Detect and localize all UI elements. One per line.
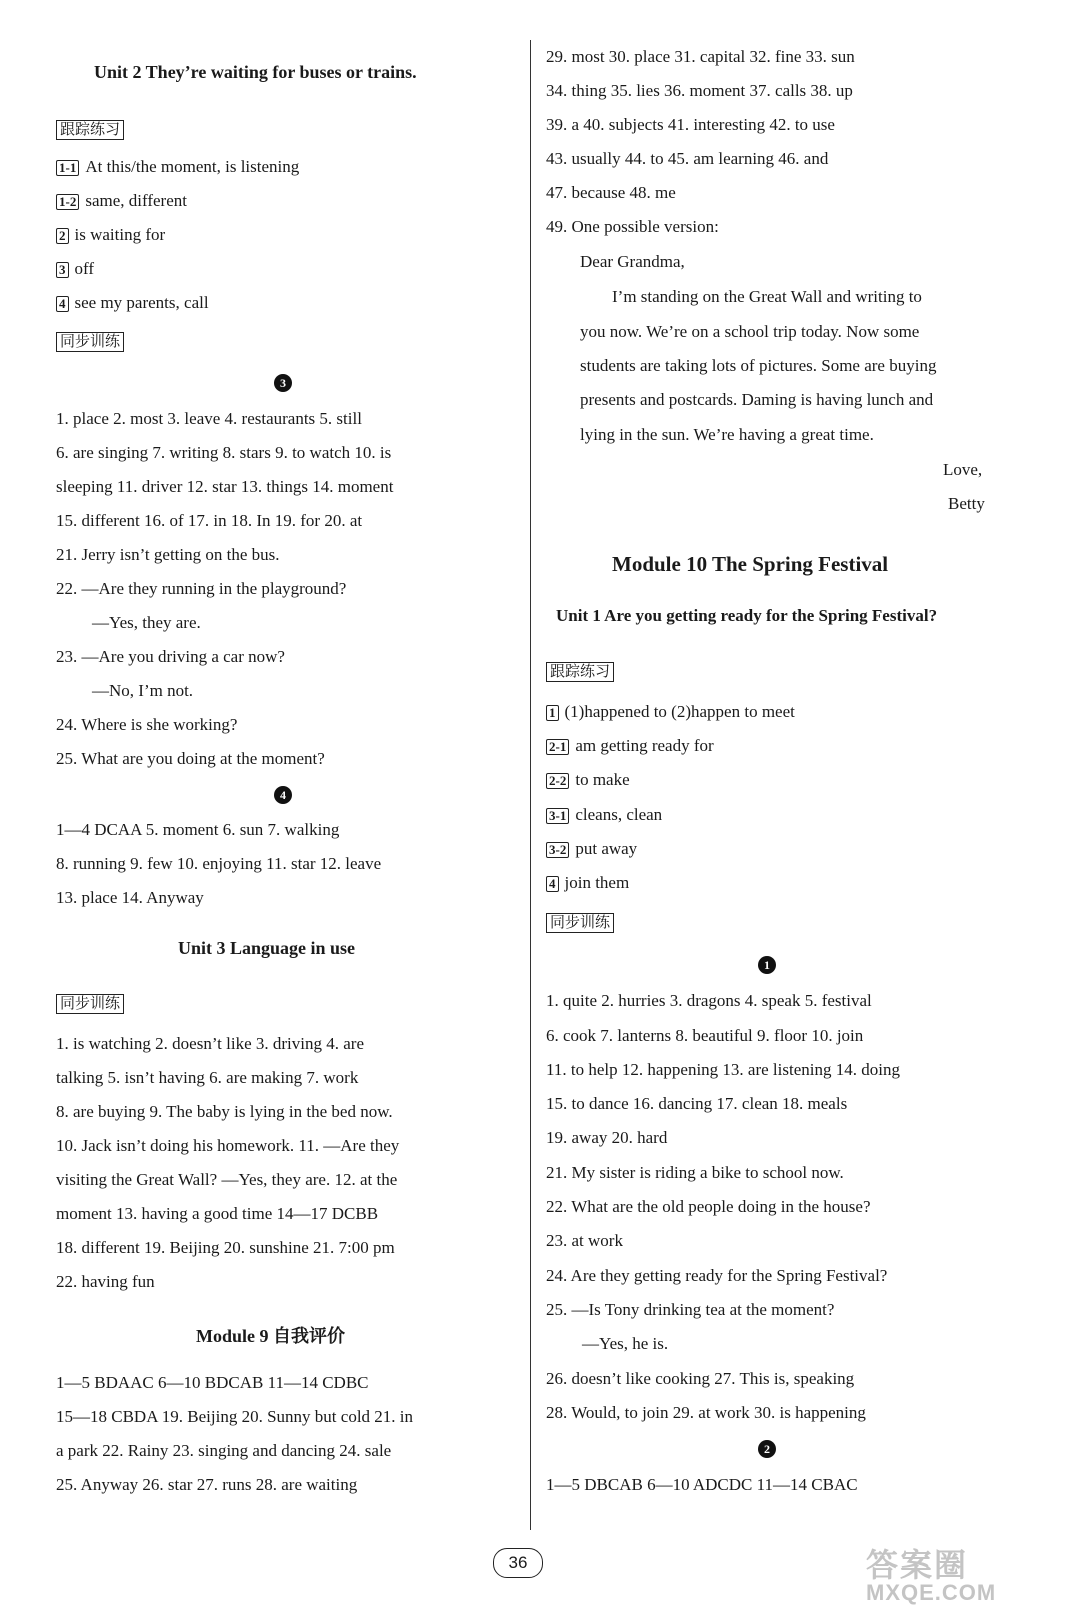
answer-line: —No, I’m not.: [92, 681, 194, 700]
letter-line: lying in the sun. We’re having a great time.: [580, 425, 874, 444]
track-item: 1-1 At this/the moment, is listening: [56, 157, 299, 177]
track-item: 3 off: [56, 259, 94, 279]
answer-line: visiting the Great Wall? —Yes, they are. 12. at the: [56, 1170, 398, 1189]
answer-line: talking 5. isn’t having 6. are making 7. work: [56, 1068, 359, 1087]
answer-line: 29. most 30. place 31. capital 32. fine 33. sun: [546, 47, 855, 66]
answer-line: 11. to help 12. happening 13. are listening 14. doing: [546, 1060, 900, 1079]
answer-line: —Yes, they are.: [92, 613, 201, 632]
answer-line: 21. My sister is riding a bike to school now.: [546, 1163, 844, 1182]
letter-closing: Love,: [943, 460, 983, 479]
answer-line: 8. running 9. few 10. enjoying 11. star 12. leave: [56, 854, 382, 873]
answer-line: 24. Are they getting ready for the Spring Festival?: [546, 1266, 888, 1285]
module10-title: Module 10 The Spring Festival: [612, 552, 889, 576]
answer-line: 19. away 20. hard: [546, 1128, 668, 1147]
track-item: 2 is waiting for: [56, 225, 165, 245]
answer-line: 1—5 DBCAB 6—10 ADCDC 11—14 CBAC: [546, 1475, 858, 1494]
track-item: 2-2 to make: [546, 770, 630, 790]
letter-line: I’m standing on the Great Wall and writing to: [612, 287, 922, 306]
answer-line: 10. Jack isn’t doing his homework. 11. —Are they: [56, 1136, 400, 1155]
unit1-title: Unit 1 Are you getting ready for the Spring Festival?: [556, 606, 938, 625]
answer-line: 15. different 16. of 17. in 18. In 19. for 20. at: [56, 511, 363, 530]
letter-line: students are taking lots of pictures. Some are buying: [580, 356, 937, 375]
answer-line: 23. at work: [546, 1231, 623, 1250]
watermark: [866, 1540, 996, 1606]
answer-line: 39. a 40. subjects 41. interesting 42. to use: [546, 115, 835, 134]
sync-training-label: 同步训练: [56, 994, 124, 1014]
answer-line: 28. Would, to join 29. at work 30. is happening: [546, 1403, 866, 1422]
track-item: 3-2 put away: [546, 839, 637, 859]
answer-line: 1. quite 2. hurries 3. dragons 4. speak 5. festival: [546, 991, 872, 1010]
unit2-title: Unit 2 They’re waiting for buses or trains.: [94, 62, 417, 82]
answer-line: moment 13. having a good time 14—17 DCBB: [56, 1204, 379, 1223]
answer-line: 26. doesn’t like cooking 27. This is, speaking: [546, 1369, 855, 1388]
answer-line: 8. are buying 9. The baby is lying in the bed now.: [56, 1102, 393, 1121]
answer-line: 21. Jerry isn’t getting on the bus.: [56, 545, 280, 564]
watermark-url: MXQE.COM: [866, 1580, 997, 1605]
track-practice-label: 跟踪练习: [546, 662, 614, 682]
answer-line: 15—18 CBDA 19. Beijing 20. Sunny but cold 21. in: [56, 1407, 414, 1426]
track-practice-label: 跟踪练习: [56, 120, 124, 140]
answer-line: 18. different 19. Beijing 20. sunshine 21. 7:00 pm: [56, 1238, 395, 1257]
section-circle-2: 2: [758, 1440, 776, 1458]
page-number: 36: [493, 1548, 543, 1578]
track-item: 4 see my parents, call: [56, 293, 209, 313]
sync-training-label: 同步训练: [546, 913, 614, 933]
answer-line: 49. One possible version:: [546, 217, 719, 236]
answer-line: 22. What are the old people doing in the house?: [546, 1197, 871, 1216]
answer-line: 22. —Are they running in the playground?: [56, 579, 347, 598]
answer-line: 34. thing 35. lies 36. moment 37. calls 38. up: [546, 81, 853, 100]
letter-greeting: Dear Grandma,: [580, 252, 685, 271]
answer-line: 1—4 DCAA 5. moment 6. sun 7. walking: [56, 820, 340, 839]
answer-line: 25. —Is Tony drinking tea at the moment?: [546, 1300, 835, 1319]
answer-line: 15. to dance 16. dancing 17. clean 18. meals: [546, 1094, 848, 1113]
answer-line: sleeping 11. driver 12. star 13. things 14. moment: [56, 477, 394, 496]
sync-training-label: 同步训练: [56, 332, 124, 352]
letter-signature: Betty: [948, 494, 985, 513]
watermark-logo: 答案圈: [866, 1547, 969, 1583]
letter-line: you now. We’re on a school trip today. Now some: [580, 322, 920, 341]
answer-line: 1. is watching 2. doesn’t like 3. driving 4. are: [56, 1034, 364, 1053]
answer-line: 6. are singing 7. writing 8. stars 9. to watch 10. is: [56, 443, 392, 462]
track-item: 4 join them: [546, 873, 629, 893]
track-item: 1-2 same, different: [56, 191, 187, 211]
answer-line: 25. What are you doing at the moment?: [56, 749, 325, 768]
section-circle-1: 1: [758, 956, 776, 974]
answer-line: 47. because 48. me: [546, 183, 676, 202]
answer-line: —Yes, he is.: [582, 1334, 669, 1353]
column-divider: [530, 40, 531, 1530]
answer-line: 22. having fun: [56, 1272, 155, 1291]
answer-line: 1—5 BDAAC 6—10 BDCAB 11—14 CDBC: [56, 1373, 369, 1392]
answer-line: a park 22. Rainy 23. singing and dancing 24. sale: [56, 1441, 392, 1460]
answer-line: 6. cook 7. lanterns 8. beautiful 9. floor 10. join: [546, 1026, 864, 1045]
answer-line: 23. —Are you driving a car now?: [56, 647, 285, 666]
track-item: 3-1 cleans, clean: [546, 805, 662, 825]
section-circle-3: 3: [274, 374, 292, 392]
answer-line: 43. usually 44. to 45. am learning 46. and: [546, 149, 829, 168]
unit3-title: Unit 3 Language in use: [178, 938, 356, 958]
answer-line: 24. Where is she working?: [56, 715, 238, 734]
module9-title: Module 9 自我评价: [196, 1326, 346, 1346]
track-item: 1 (1)happened to (2)happen to meet: [546, 702, 795, 722]
track-item: 2-1 am getting ready for: [546, 736, 714, 756]
answer-line: 25. Anyway 26. star 27. runs 28. are waiting: [56, 1475, 358, 1494]
letter-line: presents and postcards. Daming is having lunch and: [580, 390, 934, 409]
answer-line: 13. place 14. Anyway: [56, 888, 204, 907]
section-circle-4: 4: [274, 786, 292, 804]
answer-line: 1. place 2. most 3. leave 4. restaurants 5. still: [56, 409, 362, 428]
